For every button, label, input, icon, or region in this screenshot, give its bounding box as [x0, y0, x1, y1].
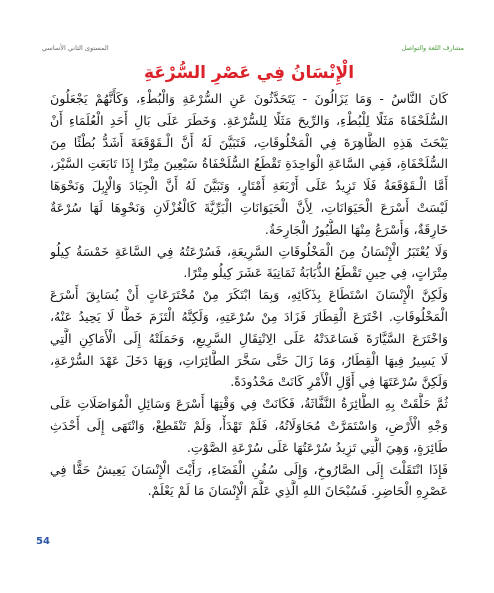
text-line: مِتْرَاتٍ، فِي حِينِ تَقْطَعُ الذُّبَابَةُ ثَمَانِيَةَ عَشَرَ كِيلُو مِتْرًا. — [183, 265, 448, 281]
paragraph — [50, 284, 448, 393]
text-line: الْمَخْلُوقَاتِ. اخْتَرَعَ الْقِطَارَ فَزَادَ مِنْ سُرْعَتِهِ، وَلَكِنَّهُ الْتَزَمَ خَطًّا لَا يَحِيدُ عَنْهُ، — [50, 308, 448, 324]
text-line: عَصْرِهِ الْحَاضِرِ. فَسُبْحَانَ اللهِ الَّذِي عَلَّمَ الْإِنْسَانَ مَا لَمْ يَعْلَمْ. — [147, 483, 448, 499]
article-body — [50, 88, 448, 502]
text-line: طَائِرَةٍ، وَهِيَ الَّتِي تَزِيدُ سُرْعَتُهَا عَلَى سُرْعَةِ الصَّوْتِ. — [186, 439, 448, 455]
paragraph — [50, 241, 448, 285]
paragraph — [50, 393, 448, 458]
text-line: السُّلَحْفَاةَ مَثَلًا لِلْبُطْءِ، وَالرِّيحَ مَثَلًا لِلسُّرْعَةِ. وَخَطَرَ عَلَى بَالِ أَحَدِ الْعُلَمَاءِ أَنْ — [50, 112, 448, 128]
text-line: لَا يَسِيرُ فِيهَا الْقِطَارُ، وَمَا زَالَ حَتَّى سَخَّرَ الطَّائِرَاتِ، وَبِهَا دَخَلَ عَهْدَ السُّرْعَةِ، — [50, 352, 448, 368]
text-line: وَلَكِنَّ سُرْعَتَهَا فِي أَوَّلِ الْأَمْرِ كَانَتْ مَحْدُودَةً. — [230, 374, 448, 390]
text-line: خَارِقَةٌ، وَأَسْرَعُ مِنْهَا الطُّيُورُ الْجَارِحَةُ. — [264, 221, 448, 237]
paragraph — [50, 459, 448, 503]
header-level-label: المستوى الثاني الأساسي — [42, 44, 109, 52]
text-line: كَانَ النَّاسُ - وَمَا يَزَالُونَ - يَتَحَدَّثُونَ عَنِ السُّرْعَةِ وَالْبُطْءِ، وَكَأَنَّهُمْ يَجْعَلُونَ — [50, 91, 448, 106]
paragraph — [50, 88, 448, 241]
text-line: وَلَا يُعْتَبَرُ الْإِنْسَانُ مِنَ الْمَخْلُوقَاتِ السَّرِيعَةِ، فَسُرْعَتُهُ فِي السَّاعَةِ خَمْسَةُ كِيلُو — [50, 243, 448, 259]
text-line: وَلَكِنَّ الْإِنْسَانَ اسْتَطَاعَ بِذَكَائِهِ، وَبِمَا ابْتَكَرَ مِنْ مُخْتَرَعَاتٍ أَنْ يُسَابِقَ أَسْرَعَ — [50, 287, 448, 303]
text-line: وَجْهِ الْأَرْضِ، وَاسْتَمَرَّتْ مُحَاوَلَاتُهُ، فَلَمْ تَهْدَأْ، وَلَمْ تَنْقَطِعْ، وَانْتَهَى إِلَى أَحْدَثِ — [50, 417, 448, 433]
text-line: لَيْسَتْ أَسْرَعَ الْحَيَوَانَاتِ، لِأَنَّ الْحَيَوَانَاتِ الْبَرِّيَّةَ كَالْغُزْلَانِ وَنَحْوِهَا لَهَا سُرْعَةٌ — [50, 199, 448, 215]
page-number: 54 — [36, 536, 50, 547]
article-title: الْإِنْسَانُ فِي عَصْرِ السُّرْعَةِ — [143, 63, 355, 83]
text-line: فَإِذَا انْتَقَلْتَ إِلَى الصَّارُوخِ، وَإِلَى سُفُنِ الْفَضَاءِ، رَأَيْتَ الْإِنْسَانَ يَعِيشُ حَقًّا فِي — [50, 461, 448, 477]
text-line: السُّلَحْفَاةِ، فَفِي السَّاعَةِ الْوَاحِدَةِ تَقْطَعُ السُّلَحْفَاةُ سَبْعِينَ مِتْرًا إِذَا تَابَعَتِ السَّيْرَ، — [50, 156, 448, 172]
text-line: ثُمَّ حَلَّقَتْ بِهِ الطَّائِرَةُ النَّفَّاثَةُ، فَكَانَتْ فِي وَقْتِهَا أَسْرَعَ وَسَائِلِ الْمُوَاصَلَاتِ عَلَى — [50, 396, 448, 412]
text-line: أَمَّا الْـقَوْقَعَةُ فَلَا تَزِيدُ عَلَى أَرْبَعَةِ أَمْتَارٍ، وَتَبَيَّنَ لَهُ أَنَّ الْجِيَادَ وَالْإِبِلَ وَنَحْوَهَا — [50, 178, 448, 194]
text-line: يَبْحَثَ هَذِهِ الظَّاهِرَةَ فِي الْمَخْلُوقَاتِ، فَتَبَيَّنَ لَهُ أَنَّ الْـقَوْقَعَةَ أَشَدُّ بُطْئًا مِنَ — [50, 134, 448, 150]
header-book-name: مشارف اللغة والتواصل — [401, 44, 464, 52]
text-line: وَاخْتَرَعَ السَّيَّارَةَ فَسَاعَدَتْهُ عَلَى الِانْتِقَالِ السَّرِيعِ، وَحَمَلَتْهُ إِلَى الْأَمَاكِنِ الَّتِي — [50, 330, 448, 346]
